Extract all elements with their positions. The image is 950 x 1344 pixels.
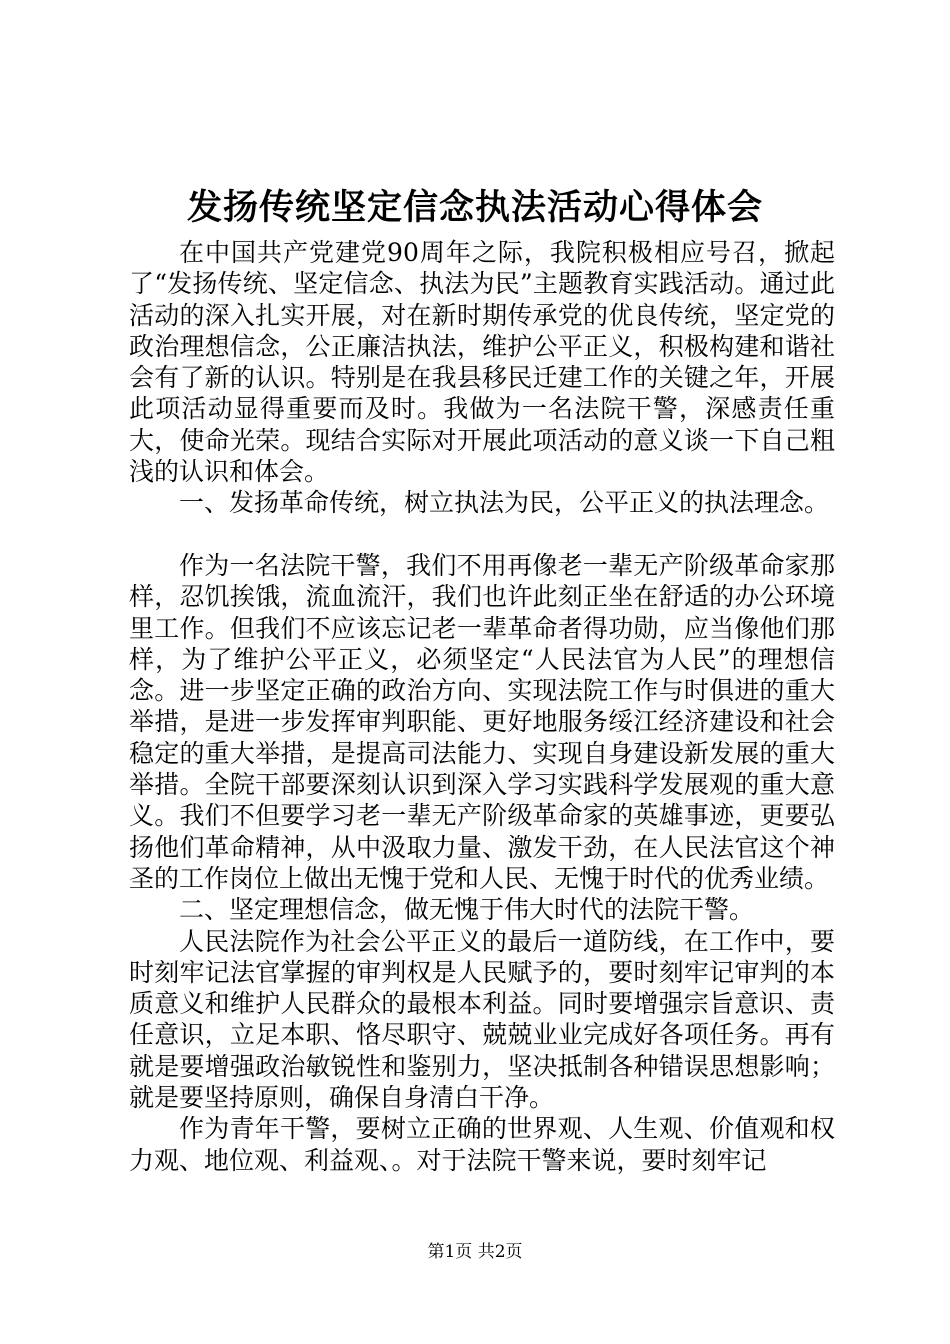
document-body <box>129 237 835 1176</box>
paragraph-section-2: 人民法院作为社会公平正义的最后一道防线，在工作中，要时刻牢记法官掌握的审判权是人民赋予的，要时刻牢记审判的本质意义和维护人民群众的最根本利益。同时要增强宗旨意识、责任意识，立足本职、恪尽职守、兢兢业业完成好各项任务。再有就是要增强政治敏锐性和鉴别力，坚决抵制各种错误思想影响；就是要坚持原则，确保自身清白干净。 <box>129 926 835 1113</box>
document-title: 发扬传统坚定信念执法活动心得体会 <box>186 187 763 228</box>
blank-line <box>129 519 835 550</box>
paragraph-young-officers: 作为青年干警，要树立正确的世界观、人生观、价值观和权力观、地位观、利益观、。对于法院干警来说，要时刻牢记 <box>129 1114 835 1175</box>
heading-section-2: 二、坚定理想信念，做无愧于伟大时代的法院干警。 <box>179 895 755 925</box>
heading-section-1: 一、发扬革命传统，树立执法为民，公平正义的执法理念。 <box>179 488 830 518</box>
paragraph-section-1: 作为一名法院干警，我们不用再像老一辈无产阶级革命家那样，忍饥挨饿，流血流汗，我们也许此刻正坐在舒适的办公环境里工作。但我们不应该忘记老一辈革命者得功勋，应当像他们那样，为了维护公平正义，必须坚定“人民法官为人民”的理想信念。进一步坚定正确的政治方向、实现法院工作与时俱进的重大举措，是进一步发挥审判职能、更好地服务绥江经济建设和社会稳定的重大举措，是提高司法能力、实现自身建设新发展的重大举措。全院干部要深刻认识到深入学习实践科学发展观的重大意义。我们不但要学习老一辈无产阶级革命家的英雄事迹，更要弘扬他们革命精神，从中汲取力量、激发干劲，在人民法官这个神圣的工作岗位上做出无愧于党和人民、无愧于时代的优秀业绩。 <box>129 550 835 893</box>
page-footer: 第1页 共2页 <box>427 1242 523 1262</box>
paragraph-intro: 在中国共产党建党90周年之际，我院积极相应号召，掀起了“发扬传统、坚定信念、执法为民”主题教育实践活动。通过此活动的深入扎实开展，对在新时期传承党的优良传统，坚定党的政治理想信念，公正廉洁执法，维护公平正义，积极构建和谐社会有了新的认识。特别是在我县移民迁建工作的关键之年，开展此项活动显得重要而及时。我做为一名法院干警，深感责任重大，使命光荣。现结合实际对开展此项活动的意义谈一下自己粗浅的认识和体会。 <box>129 238 835 487</box>
